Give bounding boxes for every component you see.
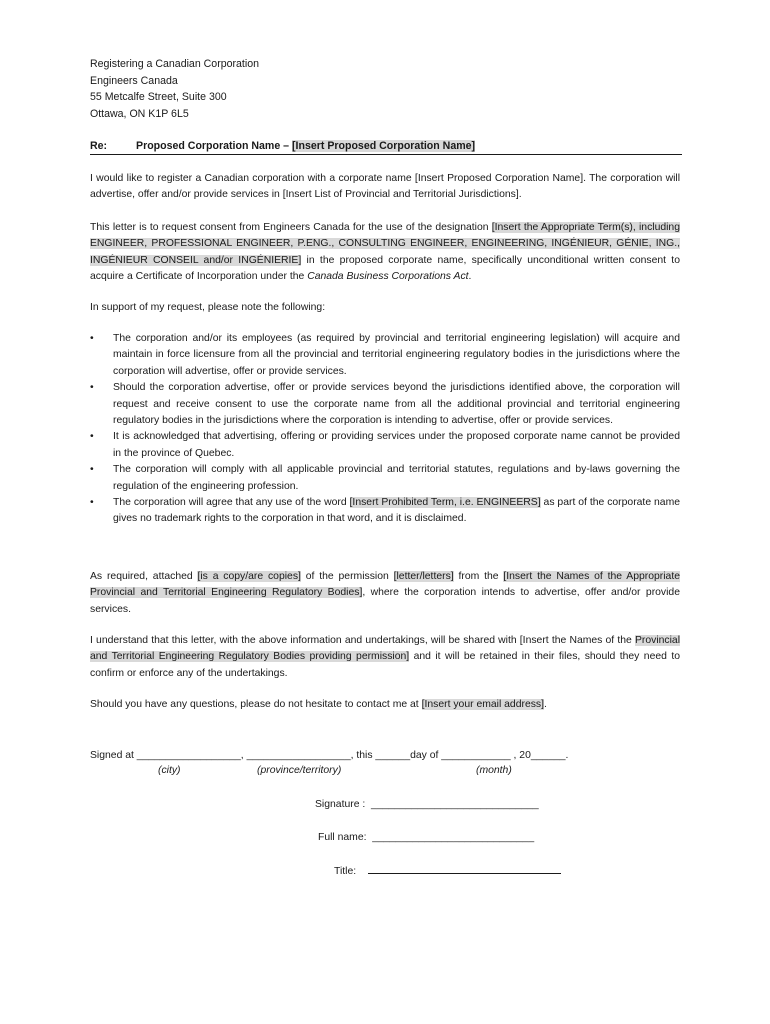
address-line: Engineers Canada [90, 74, 178, 87]
subject-text: Proposed Corporation Name – [136, 140, 292, 152]
paragraph-intro: I would like to register a Canadian corporation with a corporate name [Insert Proposed Corporation Name]. The corporation will advertise, offer and/or provide services in [Insert List of Provincial and Territorial Jurisdictions]. [90, 173, 680, 201]
title-line[interactable] [368, 863, 561, 874]
sharing-text-b: and it will be retained in their files, should they need to confirm or enforce any of the undertakings. [90, 651, 680, 679]
bullet-icon: • [90, 431, 94, 443]
designation-field[interactable]: [Insert the Appropriate Term(s), including ENGINEER, PROFESSIONAL ENGINEER, P.ENG., CONSULTING ENGINEER, ENGINEERING, INGÉNIEUR, GÉNIE, ING., INGÉNIEUR CONSEIL and/or INGÉNIERIE] [90, 222, 680, 266]
list-item-text: The corporation will comply with all applicable provincial and territorial statutes, regulations and by-laws governing the regulation of the engineering profession. [113, 464, 680, 492]
permission-bodies-field[interactable]: Provincial and Territorial Engineering Regulatory Bodies providing permission] [90, 635, 680, 663]
list-item-text-b: as part of the corporate name gives no trademark rights to the corporation in that word, and it is disclaimed. [113, 497, 681, 525]
regulatory-bodies-field[interactable]: [Insert the Names of the Appropriate Provincial and Territorial Engineering Regulatory Bodies] [90, 571, 680, 599]
paragraph-sharing [90, 633, 680, 682]
list-item-text-a: The corporation will agree that any use of the word [113, 497, 350, 509]
contact-text-b: . [544, 699, 547, 710]
full-name-row [318, 830, 534, 846]
sharing-text-a: I understand that this letter, with the above information and undertakings, will be shared with [Insert the Names of the [90, 635, 635, 646]
attach-text-b: of the permission [300, 571, 394, 582]
paragraph-attachments [90, 569, 680, 618]
email-field[interactable]: [Insert your email address] [421, 699, 545, 710]
consent-text-c: . [468, 271, 472, 283]
consent-text-a: This letter is to request consent from Engineers Canada for the use of the designation [90, 222, 492, 233]
list-item-text: Should the corporation advertise, offer or provide services beyond the jurisdictions identified above, the corporation will request and receive consent to use the corporate name from all the additional provincial and territorial engineering regulatory bodies in the jurisdictions where the corporation is intending to advertise, offer or provide services. [113, 382, 680, 427]
title-row [334, 863, 561, 880]
list-item [90, 495, 680, 528]
list-item [90, 331, 680, 380]
paragraph-support: In support of my request, please note the following: [90, 302, 326, 313]
attach-text-c: from the [453, 571, 504, 582]
full-name-label: Full name: [318, 832, 367, 843]
full-name-line[interactable]: ____________________________ [372, 832, 535, 843]
recipient-address [90, 56, 259, 122]
attach-text-a: As required, attached [90, 571, 198, 582]
subject-line [90, 138, 682, 155]
attach-text-d: , where the corporation intends to advertise, offer and/or provide services. [90, 587, 680, 615]
signature-line[interactable]: _____________________________ [371, 799, 539, 810]
subject-label: Re: [90, 140, 108, 152]
address-line: 55 Metcalfe Street, Suite 300 [90, 91, 227, 103]
letter-count-field[interactable]: [letter/letters] [393, 571, 454, 582]
contact-text-a: Should you have any questions, please do not hesitate to contact me at [90, 699, 422, 710]
act-name: Canada Business Corporations Act [307, 271, 469, 283]
prohibited-term-field[interactable]: [Insert Prohibited Term, i.e. ENGINEERS] [349, 497, 541, 509]
bullet-icon: • [90, 382, 94, 394]
undertakings-list [90, 331, 680, 528]
list-item-text: It is acknowledged that advertising, offering or providing services under the proposed corporate name cannot be provided in the province of Quebec. [113, 431, 680, 459]
signature-label: Signature : [315, 799, 366, 810]
copy-count-field[interactable]: [is a copy/are copies] [197, 571, 301, 582]
consent-text-b: in the proposed corporate name, specifically unconditional written consent to acquire a Certificate of Incorporation under the [90, 254, 680, 283]
bullet-icon: • [90, 497, 94, 509]
paragraph-contact [90, 697, 680, 713]
province-caption: (province/territory) [257, 765, 342, 776]
proposed-name-field[interactable]: [Insert Proposed Corporation Name] [292, 140, 476, 152]
paragraph-consent-request [90, 220, 680, 286]
signature-row [315, 797, 539, 813]
city-caption: (city) [158, 765, 181, 776]
list-item [90, 380, 680, 429]
address-line: Ottawa, ON K1P 6L5 [90, 107, 189, 120]
bullet-icon: • [90, 464, 94, 476]
bullet-icon: • [90, 333, 94, 344]
address-line: Registering a Canadian Corporation [90, 58, 260, 70]
signed-at-line[interactable]: Signed at __________________, __________________, this ______day of ____________ , 20______. [90, 750, 569, 761]
list-item [90, 429, 680, 462]
list-item-text: The corporation and/or its employees (as required by provincial and territorial engineering legislation) will acquire and maintain in force licensure from all the provincial and territorial engineering regulatory bodies in the jurisdictions where the corporation will advertise, offer or provide services. [113, 333, 680, 377]
title-label: Title: [334, 866, 357, 877]
month-caption: (month) [476, 765, 512, 776]
list-item [90, 462, 680, 495]
